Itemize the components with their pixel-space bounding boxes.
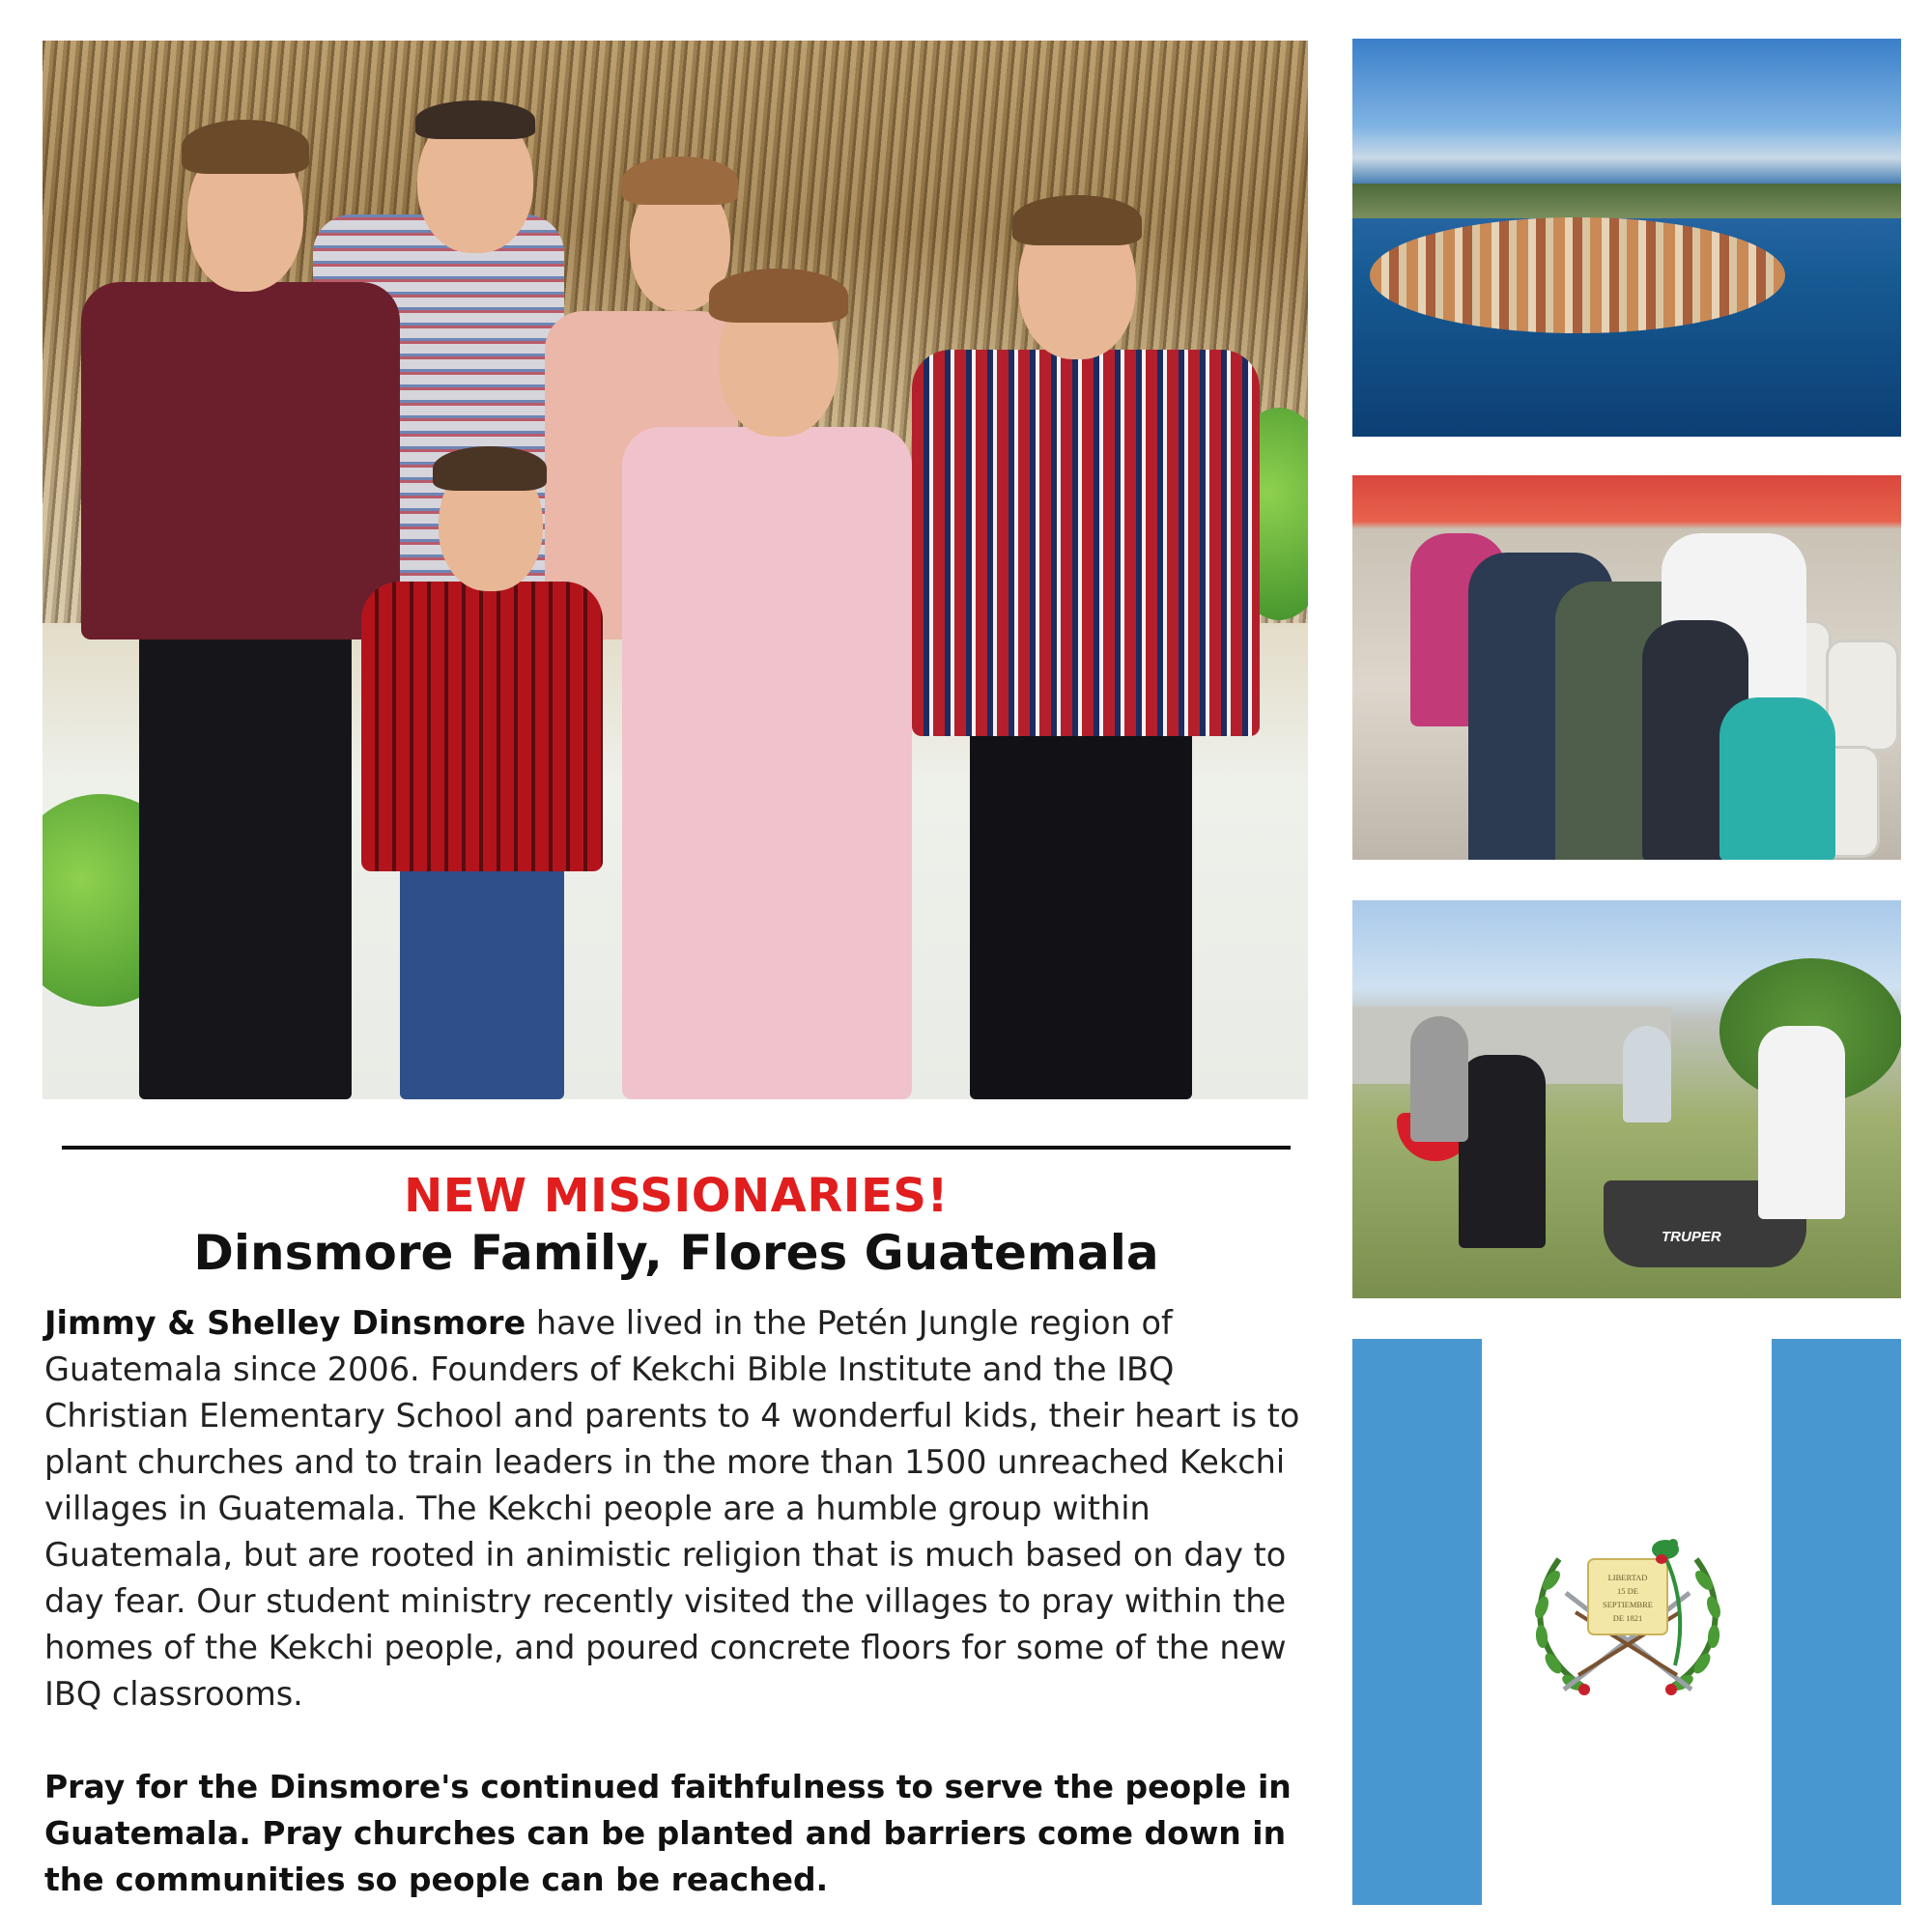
cement-mixer [1623, 1026, 1671, 1122]
missionary-names: Jimmy & Shelley Dinsmore [44, 1304, 526, 1342]
scroll-text-line3: SEPTIEMBRE [1603, 1600, 1653, 1609]
coat-of-arms-emblem [1520, 1520, 1735, 1714]
worker-dark [1459, 1055, 1546, 1248]
flores-island-photo [1352, 39, 1901, 437]
prayer-request: Pray for the Dinsmore's continued faithfulness to serve the people in Guatemala. Pray churches can be planted and barriers come down in the communities so people can be reached. [44, 1768, 1292, 1898]
flag-stripe-left [1352, 1339, 1482, 1905]
construction-work-photo [1352, 900, 1901, 1298]
worker-grey [1410, 1016, 1468, 1142]
scroll-text-line4: DE 1821 [1612, 1613, 1643, 1623]
subheadline: Dinsmore Family, Flores Guatemala [193, 1225, 1159, 1281]
wheelbarrow-brand: TRUPER [1662, 1229, 1721, 1245]
guatemala-flag [1352, 1339, 1901, 1905]
bio-paragraph [44, 1300, 1320, 1718]
child-teal-dress [1719, 697, 1835, 860]
plastic-chair [1826, 639, 1899, 752]
headline: NEW MISSIONARIES! [404, 1169, 949, 1223]
island-town [1370, 217, 1785, 333]
church-gathering-photo [1352, 475, 1901, 860]
family-photo [43, 41, 1308, 1099]
bio-text: have lived in the Petén Jungle region of Guatemala since 2006. Founders of Kekchi Bible Institute and the IBQ Christian Elementary School and parents to 4 wonderful kids, their heart is to plant churches and to train leaders in the more than 1500 unreached Kekchi villages in Guatemala. The Kekchi people are a humble group within Guatemala, but are rooted in animistic religion that is much based on day to day fear. Our student ministry recently visited the villages to pray within the homes of the Kekchi people, and poured concrete floors for some of the new IBQ classrooms. [44, 1304, 1300, 1713]
section-divider [62, 1146, 1291, 1150]
scroll-text-line2: 15 DE [1617, 1586, 1638, 1596]
worker-white [1758, 1026, 1845, 1219]
flag-stripe-right [1772, 1339, 1901, 1905]
far-shore [1352, 184, 1901, 218]
scroll-text-line1: LIBERTAD [1607, 1573, 1648, 1582]
